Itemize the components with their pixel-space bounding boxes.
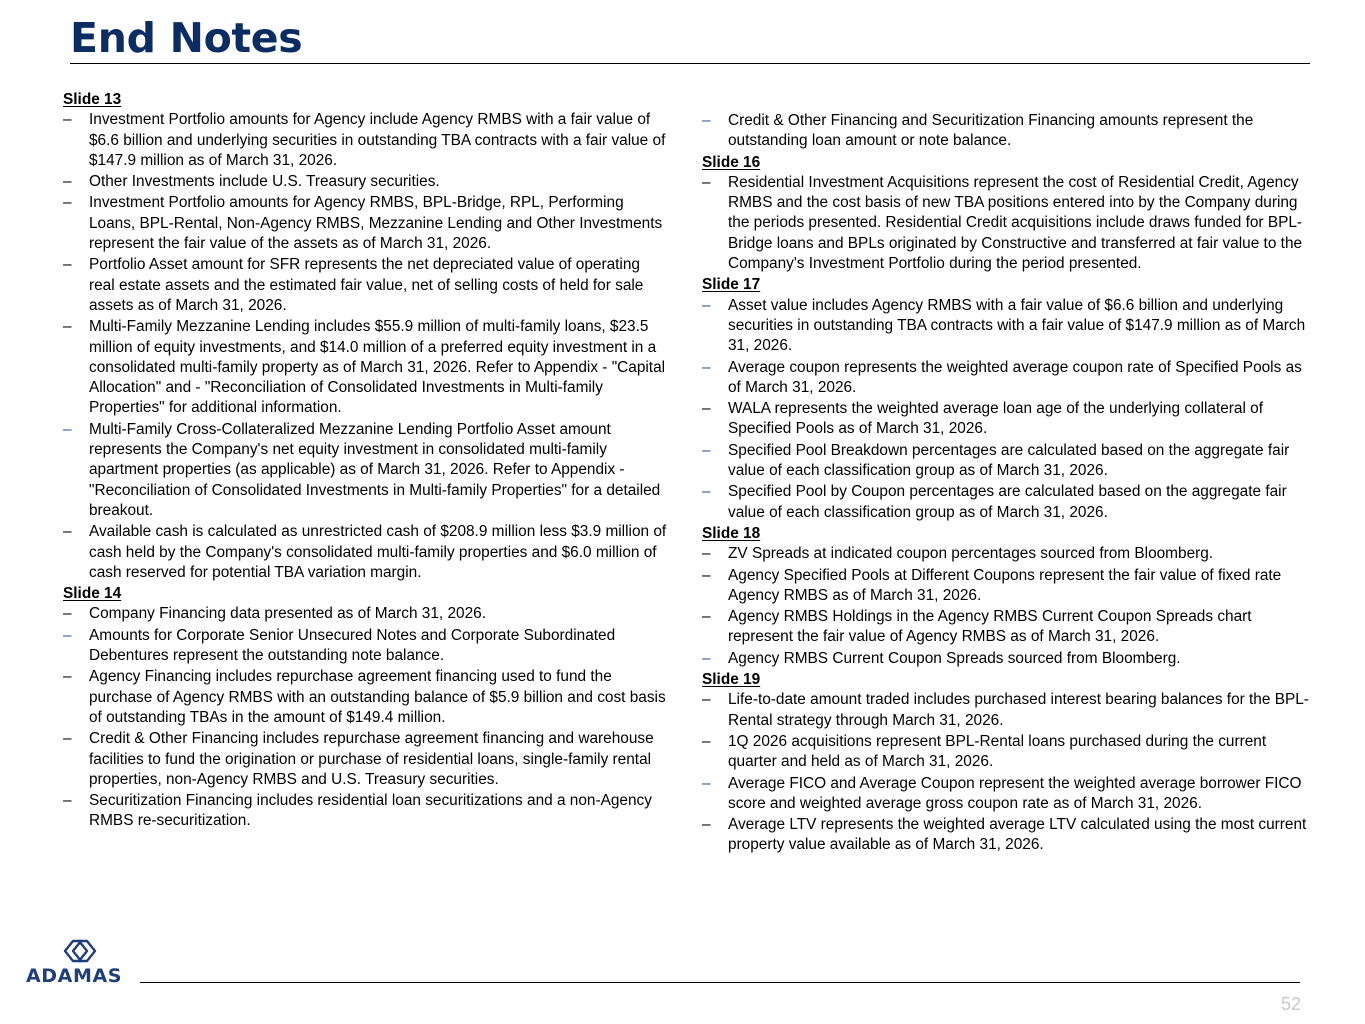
- note-item: [702, 173, 1312, 274]
- note-item: [63, 729, 668, 790]
- dash-bullet-icon: –: [702, 483, 711, 501]
- note-item: [702, 358, 1312, 399]
- note-text: ZV Spreads at indicated coupon percentages sourced from Bloomberg.: [728, 545, 1214, 563]
- note-item: [63, 317, 668, 418]
- company-logo: [26, 938, 136, 987]
- notes-list: [702, 173, 1312, 274]
- note-item: [702, 566, 1312, 607]
- notes-list: [702, 544, 1312, 669]
- dash-bullet-icon: –: [702, 112, 711, 129]
- right-column: [702, 111, 1312, 857]
- note-item: [702, 815, 1312, 856]
- note-item: [702, 690, 1312, 731]
- note-text: Multi-Family Mezzanine Lending includes $55.9 million of multi-family loans, $23.5 million of equity investments, and $14.0 million of a preferred equity investment in a consolidated multi-family property as of March 31, 2026. Refer to Appendix - "Capital Allocation" and - "Reconciliation of Consolidated Investments in Multi-family Properties" for additional information.: [89, 318, 666, 417]
- dash-bullet-icon: –: [702, 441, 711, 459]
- note-text: Agency RMBS Current Coupon Spreads sourced from Bloomberg.: [728, 649, 1181, 667]
- adamas-interlocked-diamond-icon: [62, 938, 98, 964]
- note-item: [702, 441, 1312, 482]
- note-item: [702, 732, 1312, 773]
- note-text: Asset value includes Agency RMBS with a fair value of $6.6 billion and underlying securities in outstanding TBA contracts with a fair value of $147.9 million as of March 31, 2026.: [728, 296, 1306, 355]
- note-item: [63, 110, 668, 171]
- slide-heading: Slide 14: [63, 585, 122, 603]
- logo-wordmark: ADAMAS: [26, 965, 123, 987]
- note-text: Company Financing data presented as of March 31, 2026.: [89, 605, 486, 623]
- note-text: Agency RMBS Holdings in the Agency RMBS Current Coupon Spreads chart represent the fair value of Agency RMBS as of March 31, 2026.: [728, 608, 1252, 646]
- dash-bullet-icon: –: [702, 732, 711, 750]
- notes-list: [702, 111, 1312, 152]
- dash-bullet-icon: –: [63, 792, 72, 810]
- note-text: Portfolio Asset amount for SFR represents the net depreciated value of operating real estate assets and the estimated fair value, net of selling costs of held for sale assets as of March 31, 2026.: [89, 256, 644, 314]
- note-text: Agency Specified Pools at Different Coupons represent the fair value of fixed rate Agency RMBS as of March 31, 2026.: [728, 566, 1282, 604]
- dash-bullet-icon: –: [63, 318, 72, 336]
- note-text: Residential Investment Acquisitions represent the cost of Residential Credit, Agency RMBS and the cost basis of new TBA positions entered into by the Company during the periods presented. Residential Credit acquisitions include draws funded for BPL-Bridge loans and BPLs originated by Constructive and transferred at fair value to the Company's Investment Portfolio during the period presented.: [728, 173, 1303, 273]
- notes-list: [63, 604, 668, 831]
- note-text: Credit & Other Financing includes repurchase agreement financing and warehouse facilities to fund the origination or purchase of residential loans, single-family rental properties, non-Agency RMBS and U.S. Treasury securities.: [89, 730, 654, 788]
- note-item: [63, 667, 668, 728]
- slide-heading: Slide 16: [702, 153, 761, 171]
- note-item: [702, 111, 1312, 152]
- slide-heading: Slide 17: [702, 276, 761, 294]
- dash-bullet-icon: –: [702, 173, 711, 191]
- note-item: [63, 420, 668, 521]
- note-item: [702, 482, 1312, 523]
- note-text: Credit & Other Financing and Securitization Financing amounts represent the outstanding loan amount or note balance.: [728, 112, 1254, 150]
- dash-bullet-icon: –: [702, 608, 711, 626]
- note-text: Life-to-date amount traded includes purchased interest bearing balances for the BPL-Rental strategy through March 31, 2026.: [728, 691, 1309, 729]
- dash-bullet-icon: –: [63, 194, 72, 212]
- dash-bullet-icon: –: [63, 420, 72, 438]
- note-text: Multi-Family Cross-Collateralized Mezzanine Lending Portfolio Asset amount represents the Company's net equity investment in consolidated multi-family apartment properties (as applicable) as of March 31, 2026. Refer to Appendix - "Reconciliation of Consolidated Investments in Multi-family Properties" for a detailed breakout.: [89, 420, 661, 519]
- dash-bullet-icon: –: [63, 523, 72, 541]
- slide-heading: Slide 19: [702, 671, 761, 689]
- dash-bullet-icon: –: [63, 668, 72, 686]
- note-item: [63, 522, 668, 583]
- dash-bullet-icon: –: [702, 545, 711, 563]
- dash-bullet-icon: –: [63, 111, 72, 129]
- note-text: Investment Portfolio amounts for Agency include Agency RMBS with a fair value of $6.6 billion and underlying securities in outstanding TBA contracts with a fair value of $147.9 million as of March 31, 2026.: [89, 111, 666, 169]
- note-item: [702, 607, 1312, 648]
- dash-bullet-icon: –: [63, 256, 72, 274]
- dash-bullet-icon: –: [702, 296, 711, 314]
- note-item: [63, 193, 668, 254]
- dash-bullet-icon: –: [702, 400, 711, 418]
- note-text: Specified Pool Breakdown percentages are calculated based on the aggregate fair value of each classification group as of March 31, 2026.: [728, 441, 1290, 480]
- note-text: Securitization Financing includes residential loan securitizations and a non-Agency RMBS re-securitization.: [89, 792, 652, 830]
- note-item: [63, 626, 668, 667]
- page-title: End Notes: [70, 14, 303, 62]
- dash-bullet-icon: –: [702, 816, 711, 834]
- dash-bullet-icon: –: [63, 730, 72, 748]
- note-item: [702, 399, 1312, 440]
- notes-list: [63, 110, 668, 583]
- notes-list: [702, 690, 1312, 855]
- notes-list: [702, 296, 1312, 523]
- dash-bullet-icon: –: [63, 173, 72, 191]
- note-item: [702, 544, 1312, 564]
- note-item: [63, 172, 668, 192]
- note-text: Amounts for Corporate Senior Unsecured Notes and Corporate Subordinated Debentures represent the outstanding note balance.: [89, 626, 616, 665]
- slide-heading: Slide 18: [702, 524, 761, 542]
- note-item: [63, 791, 668, 832]
- note-text: Specified Pool by Coupon percentages are calculated based on the aggregate fair value of each classification group as of March 31, 2026.: [728, 483, 1287, 521]
- left-column: [63, 90, 668, 833]
- dash-bullet-icon: –: [702, 691, 711, 709]
- dash-bullet-icon: –: [702, 566, 711, 584]
- dash-bullet-icon: –: [63, 605, 72, 623]
- dash-bullet-icon: –: [702, 774, 711, 792]
- title-divider: [70, 63, 1310, 64]
- note-text: Average FICO and Average Coupon represent the weighted average borrower FICO score and weighted average gross coupon rate as of March 31, 2026.: [728, 774, 1302, 812]
- note-text: Available cash is calculated as unrestricted cash of $208.9 million less $3.9 million of cash held by the Company's consolidated multi-family properties and $6.0 million of cash reserved for potential TBA variation margin.: [89, 523, 667, 581]
- note-text: Agency Financing includes repurchase agreement financing used to fund the purchase of Agency RMBS with an outstanding balance of $5.9 billion and cost basis of outstanding TBAs in the amount of $149.4 million.: [89, 668, 666, 726]
- note-item: [63, 255, 668, 316]
- note-text: Average LTV represents the weighted average LTV calculated using the most current property value available as of March 31, 2026.: [728, 816, 1307, 854]
- note-text: Investment Portfolio amounts for Agency RMBS, BPL-Bridge, RPL, Performing Loans, BPL-Rental, Non-Agency RMBS, Mezzanine Lending and Other Investments represent the fair value of the assets as of March 31, 2026.: [89, 194, 663, 253]
- page-number: 52: [1280, 994, 1301, 1014]
- dash-bullet-icon: –: [702, 649, 711, 667]
- note-text: Other Investments include U.S. Treasury securities.: [89, 173, 440, 191]
- note-item: [702, 649, 1312, 669]
- note-text: WALA represents the weighted average loan age of the underlying collateral of Specified Pools as of March 31, 2026.: [728, 400, 1264, 438]
- dash-bullet-icon: –: [702, 358, 711, 376]
- note-text: 1Q 2026 acquisitions represent BPL-Rental loans purchased during the current quarter and held as of March 31, 2026.: [728, 732, 1267, 771]
- note-item: [702, 774, 1312, 815]
- note-item: [702, 296, 1312, 357]
- slide-heading: Slide 13: [63, 91, 122, 108]
- note-item: [63, 604, 668, 624]
- note-text: Average coupon represents the weighted average coupon rate of Specified Pools as of March 31, 2026.: [728, 358, 1302, 396]
- dash-bullet-icon: –: [63, 626, 72, 644]
- footer-divider: [140, 982, 1300, 983]
